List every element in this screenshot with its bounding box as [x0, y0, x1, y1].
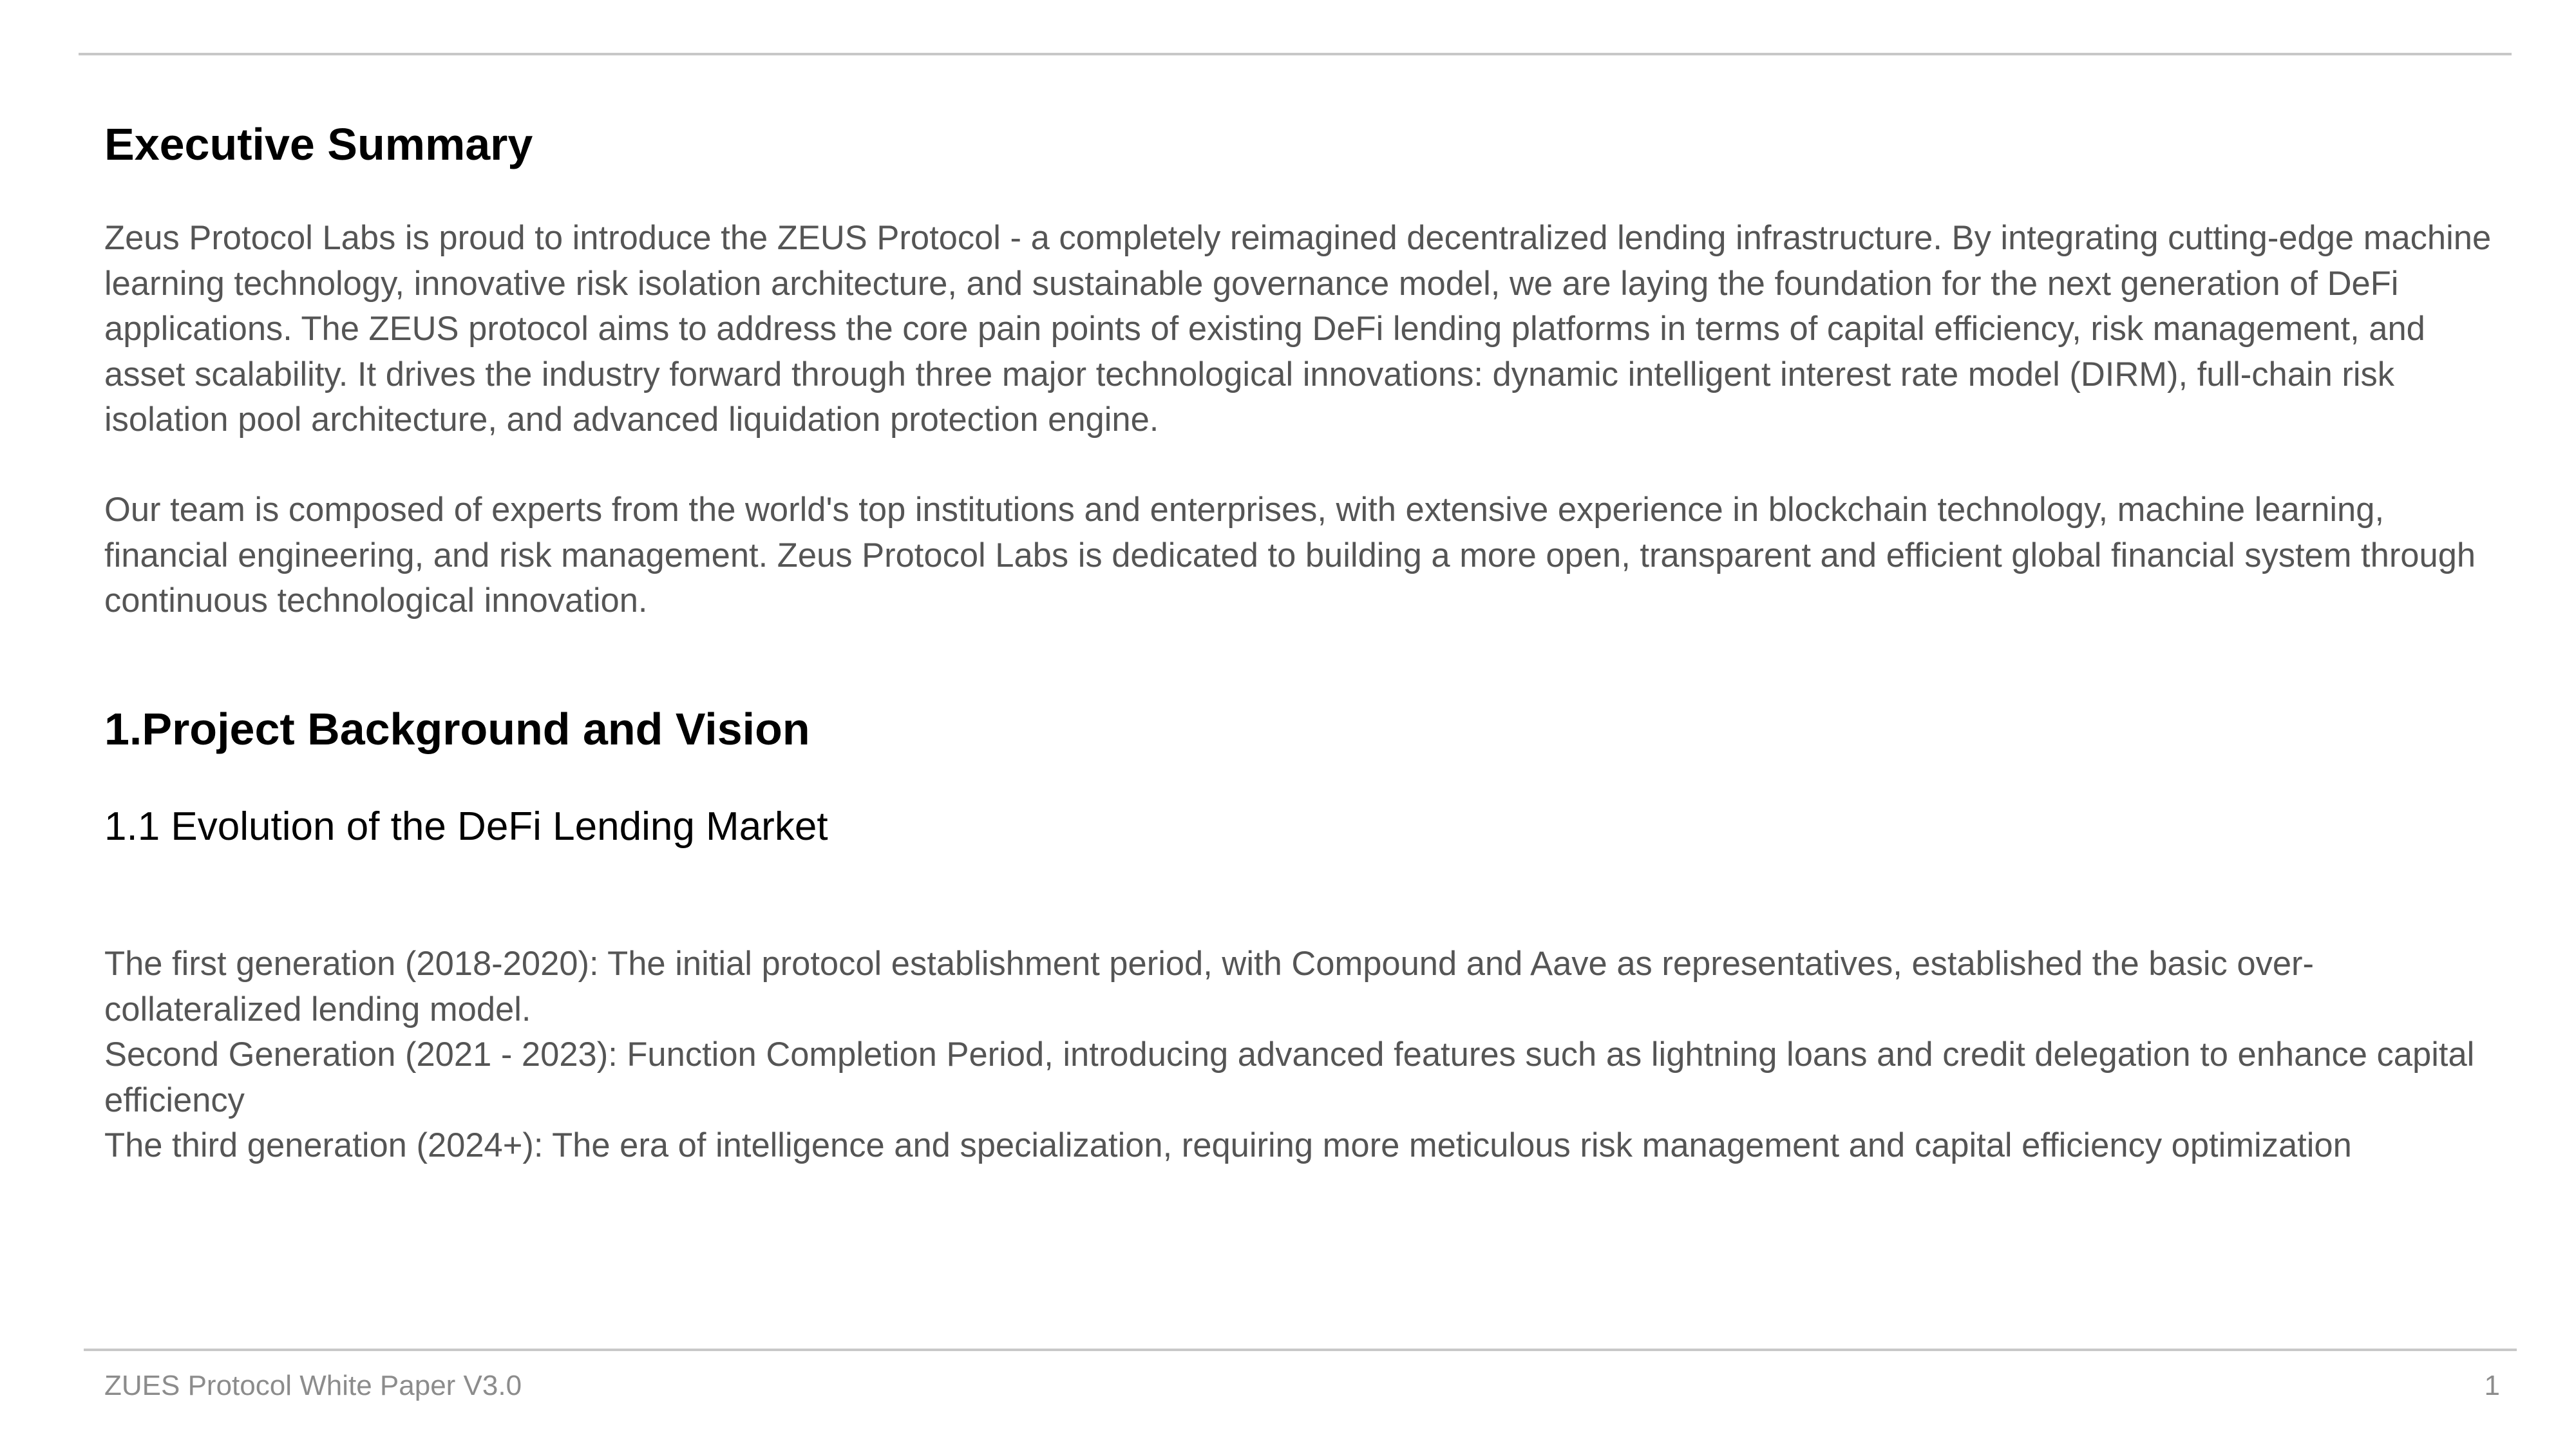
subsection-1-1-heading: 1.1 Evolution of the DeFi Lending Market	[104, 804, 828, 849]
footer-document-title: ZUES Protocol White Paper V3.0	[104, 1370, 522, 1401]
footer-divider	[84, 1349, 2517, 1351]
executive-summary-paragraph-1: Zeus Protocol Labs is proud to introduce the ZEUS Protocol - a completely reimagined decentralized lending infrastructure. By integrating cutting-edge machine learning technology, innovative risk isolation architecture, and sustainable governance model, we are laying the foundation for the next generation of DeFi applications. The ZEUS protocol aims to address the core pain points of existing DeFi lending platforms in terms of capital efficiency, risk management, and asset scalability. It drives the industry forward through three major technological innovations: dynamic intelligent interest rate model (DIRM), full-chain risk isolation pool architecture, and advanced liquidation protection engine.	[104, 219, 2492, 439]
executive-summary-paragraph-2: Our team is composed of experts from the world's top institutions and enterprises, with extensive experience in blockchain technology, machine learning, financial engineering, and risk management. Zeus Protocol Labs is dedicated to building a more open, transparent and efficient global financial system through continuous technological innovation.	[104, 491, 2476, 620]
generation-item-third: The third generation (2024+): The era of intelligence and specialization, requiring more meticulous risk management and capital efficiency optimization	[104, 1126, 2352, 1164]
generation-item-second: Second Generation (2021 - 2023): Function Completion Period, introducing advanced features such as lightning loans and credit delegation to enhance capital efficiency	[104, 1036, 2475, 1119]
header-divider	[79, 53, 2512, 55]
executive-summary-heading: Executive Summary	[104, 119, 533, 169]
generations-list	[104, 942, 2500, 1169]
section-1-heading: 1.Project Background and Vision	[104, 704, 810, 754]
generation-item-first: The first generation (2018-2020): The initial protocol establishment period, with Compound and Aave as representatives, established the basic over-collateralized lending model.	[104, 945, 2314, 1028]
footer-page-number: 1	[2484, 1370, 2500, 1401]
